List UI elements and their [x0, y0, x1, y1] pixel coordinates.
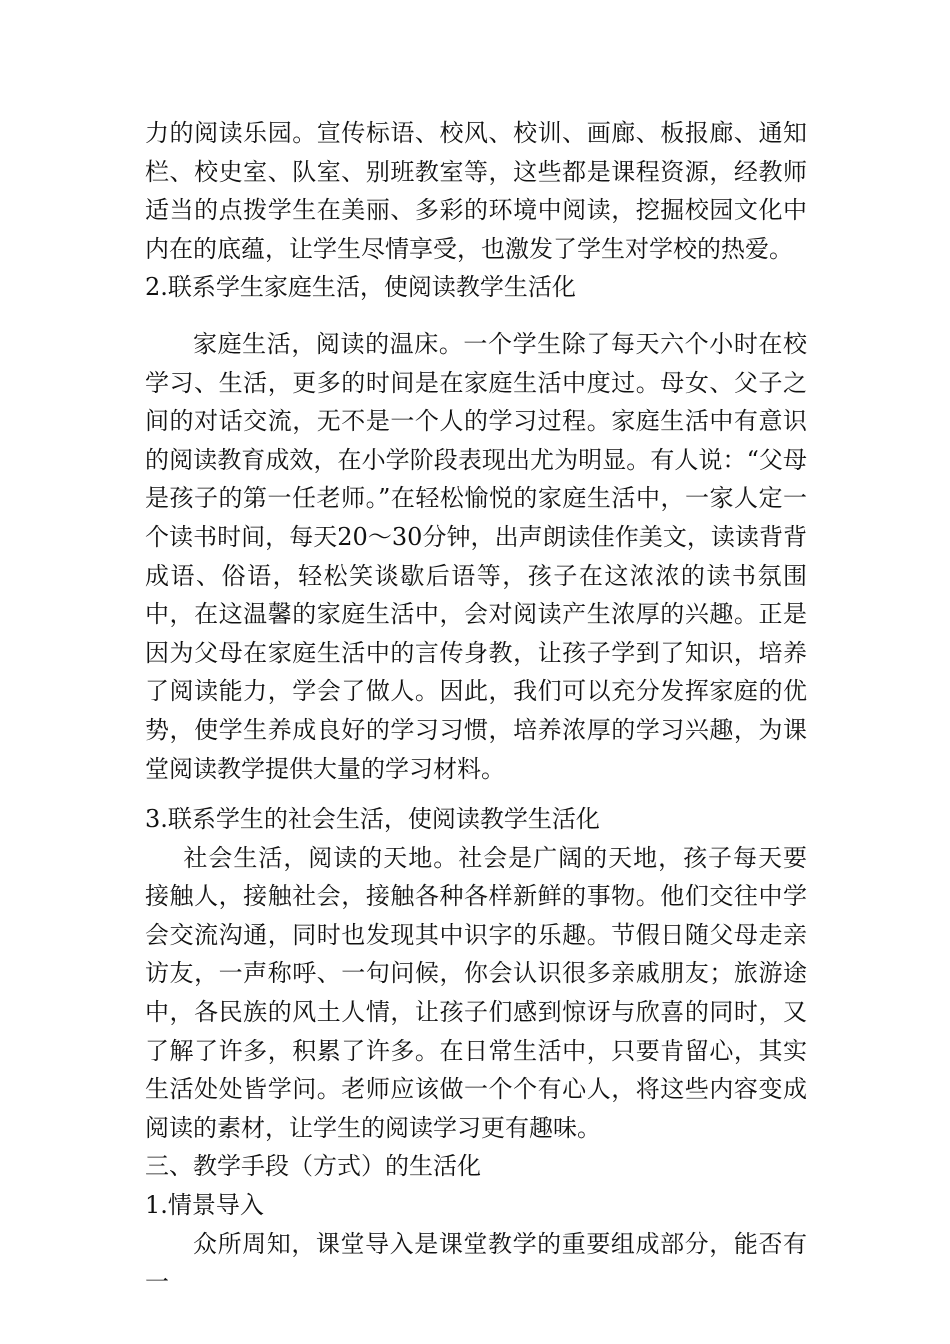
- paragraph-family-life: 家庭生活，阅读的温床。一个学生除了每天六个小时在校学习、生活，更多的时间是在家庭生活中度过。母女、父子之间的对话交流，无不是一个人的学习过程。家庭生活中有意识的阅读教育成效，在小学阶段表现出尤为明显。有人说：“父母是孩子的第一任老师。”在轻松愉悦的家庭生活中，一家人定一个读书时间，每天20～30分钟，出声朗读佳作美文，读读背背成语、俗语，轻松笑谈歇后语等，孩子在这浓浓的读书氛围中，在这温馨的家庭生活中，会对阅读产生浓厚的兴趣。正是因为父母在家庭生活中的言传身教，让孩子学到了知识，培养了阅读能力，学会了做人。因此，我们可以充分发挥家庭的优势，使学生养成良好的学习习惯，培养浓厚的学习兴趣，为课堂阅读教学提供大量的学习材料。: [145, 329, 807, 783]
- heading-family-life: 2.联系学生家庭生活，使阅读教学生活化: [145, 273, 576, 302]
- heading-social-life: 3.联系学生的社会生活，使阅读教学生活化: [145, 805, 600, 834]
- heading-scenario-intro: 1.情景导入: [145, 1191, 264, 1220]
- paragraph-campus-culture: 力的阅读乐园。宣传标语、校风、校训、画廊、板报廊、通知栏、校史室、队室、别班教室等，这些都是课程资源，经教师适当的点拨学生在美丽、多彩的环境中阅读，挖掘校园文化中内在的底蕴，让学生尽情享受，也激发了学生对学校的热爱。: [145, 119, 807, 263]
- document-page: [145, 114, 807, 1302]
- paragraph-social-life: 社会生活，阅读的天地。社会是广阔的天地，孩子每天要接触人，接触社会，接触各种各样新鲜的事物。他们交往中学会交流沟通，同时也发现其中识字的乐趣。节假日随父母走亲访友，一声称呼、一句问候，你会认识很多亲戚朋友；旅游途中，各民族的风土人情，让孩子们感到惊讶与欣喜的同时，又了解了许多，积累了许多。在日常生活中，只要肯留心，其实生活处处皆学问。老师应该做一个个有心人，将这些内容变成阅读的素材，让学生的阅读学习更有趣味。: [145, 843, 807, 1142]
- paragraph-scenario-intro: 众所周知，课堂导入是课堂教学的重要组成部分，能否有一: [145, 1229, 807, 1297]
- heading-teaching-methods: 三、教学手段（方式）的生活化: [145, 1152, 481, 1181]
